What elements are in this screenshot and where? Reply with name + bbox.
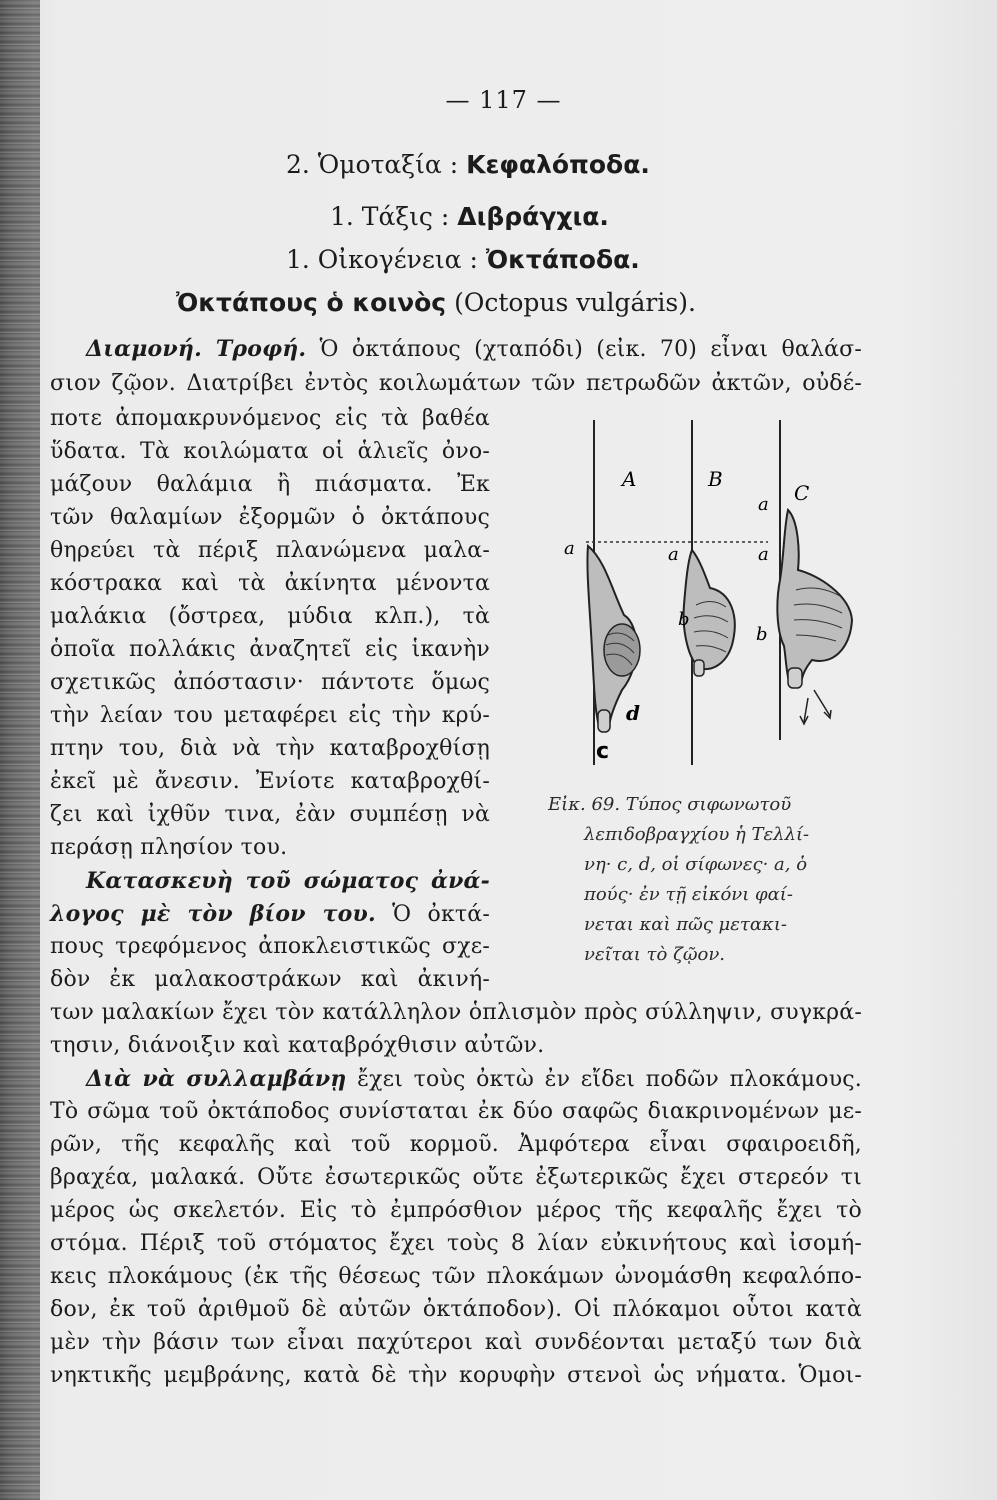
caption-line: λεπιδοβραγχίου ἡ Τελλί- — [584, 824, 810, 845]
text-line: ὁποῖα πολλάκις ἀναζητεῖ εἰς ἱκανὴν — [50, 637, 490, 662]
text-line: βραχέα, μαλακά. Οὔτε ἐσωτερικῶς οὔτε ἐξωτερικῶς ἔχει στερεόν τι — [50, 1165, 862, 1190]
figure-label-a: a — [564, 538, 575, 559]
shell-b-drawing — [684, 550, 735, 676]
text-line: ὕδατα. Τὰ κοιλώματα οἱ ἁλιεῖς ὀνο- — [50, 439, 490, 464]
book-spine-shadow — [0, 0, 40, 1500]
figure-label-a: a — [758, 544, 769, 565]
para2-heading-line-1: Κατασκευὴ τοῦ σώματος ἀνά- — [86, 868, 490, 894]
text-line: δον, ἐκ τοῦ ἀριθμοῦ δὲ αὐτῶν ὀκτάποδον). Οἱ πλόκαμοι οὗτοι κατὰ — [50, 1297, 862, 1322]
text-line: πτην του, διὰ νὰ τὴν καταβροχθίσῃ — [50, 736, 490, 761]
text-line: τησιν, διάνοιξιν καὶ καταβρόχθισιν αὐτῶν. — [50, 1033, 545, 1058]
text-line: ρῶν, τῆς κεφαλῆς καὶ τοῦ κορμοῦ. Ἀμφότερα εἶναι σφαιροειδῆ, — [50, 1132, 862, 1157]
text-line: μάζουν θαλάμια ἢ πιάσματα. Ἐκ — [50, 472, 490, 497]
caption-line: νεται καὶ πῶς μετακι- — [584, 914, 787, 935]
figure-label-b: b — [678, 609, 690, 630]
text-line: μὲν τὴν βάσιν των εἶναι παχύτεροι καὶ συνδέονται μεταξύ των διὰ — [50, 1330, 862, 1355]
heading-order: 1. Τάξις : Διβράγχια. — [330, 202, 609, 231]
caption-line: νεῖται τὸ ζῷον. — [584, 944, 726, 965]
figure-label-a: a — [758, 494, 769, 515]
text-line: Τὸ σῶμα τοῦ ὀκτάποδος συνίσταται ἐκ δύο σαφῶς διακρινομένων με- — [50, 1099, 862, 1124]
shell-c-drawing — [777, 510, 852, 724]
text-line: μαλάκια (ὄστρεα, μύδια κλπ.), τὰ — [50, 604, 490, 629]
figure-label-A: A — [622, 467, 637, 491]
text-line: κόστρακα καὶ τὰ ἀκίνητα μένοντα — [50, 571, 490, 596]
caption-line: πούς· ἐν τῇ εἰκόνι φαί- — [584, 884, 793, 905]
text-line: κεις πλοκάμους (ἐκ τῆς θέσεως τῶν πλοκάμων ὠνομάσθη κεφαλόπο- — [50, 1264, 862, 1289]
para3-line-1: Διὰ νὰ συλλαμβάνῃ ἔχει τοὺς ὀκτὼ ἐν εἴδει ποδῶν πλοκάμους. — [86, 1066, 862, 1092]
text-line: τὴν λείαν του μεταφέρει εἰς τὴν κρύ- — [50, 703, 490, 728]
tellina-figure — [550, 410, 870, 780]
text-line: θηρεύει τὰ πέριξ πλανώμενα μαλα- — [50, 538, 490, 563]
text-line: σχετικῶς ἀπόστασιν· πάντοτε ὅμως — [50, 670, 490, 695]
figure-label-c: c — [596, 739, 610, 764]
para2-heading-line-2: λογος μὲ τὸν βίον του. Ὁ ὀκτά- — [50, 901, 490, 927]
figure-label-a: a — [668, 544, 679, 565]
text-line: ἐκεῖ μὲ ἄνεσιν. Ἐνίοτε καταβροχθί- — [50, 769, 490, 794]
text-line: μέρος ὡς σκελετόν. Εἰς τὸ ἐμπρόσθιον μέρος τῆς κεφαλῆς ἔχει τὸ — [50, 1198, 862, 1223]
figure-caption — [548, 790, 848, 970]
text-line: νηκτικῆς μεμβράνης, κατὰ δὲ τὴν κορυφὴν στενοὶ ὡς νήματα. Ὁμοι- — [50, 1363, 862, 1388]
para1-line-2: σιον ζῷον. Διατρίβει ἐντὸς κοιλωμάτων τῶν πετρωδῶν ἀκτῶν, οὐδέ- — [50, 371, 862, 396]
heading-class: 2. Ὁμοταξία : Κεφαλόποδα. — [286, 150, 650, 179]
heading-species: Ὀκτάπους ὁ κοινὸς (Octopus vulgáris). — [176, 288, 696, 317]
text-line: ποτε ἀπομακρυνόμενος εἰς τὰ βαθέα — [50, 406, 490, 431]
figure-label-C: C — [794, 481, 810, 505]
para1-line-1: Διαμονή. Τροφή. Ὁ ὀκτάπους (χταπόδι) (εἰκ. 70) εἶναι θαλάσ- — [86, 336, 862, 362]
text-line: στόμα. Πέριξ τοῦ στόματος ἔχει τοὺς 8 λίαν εὐκινήτους καὶ ἰσομή- — [50, 1231, 862, 1256]
text-line: περάσῃ πλησίον του. — [50, 835, 288, 860]
text-line: ζει καὶ ἰχθῦν τινα, ἐὰν συμπέσῃ νὰ — [50, 802, 490, 827]
figure-label-b: b — [756, 624, 768, 645]
figure-label-d: d — [626, 701, 640, 725]
caption-line: νη· c, d, οἱ σίφωνες· a, ὁ — [584, 854, 808, 875]
figure-label-B: B — [708, 467, 723, 491]
heading-family: 1. Οἰκογένεια : Ὀκτάποδα. — [286, 245, 640, 274]
caption-line: Εἰκ. 69. Τύπος σιφωνωτοῦ — [548, 794, 792, 815]
page-number: — 117 — — [445, 86, 562, 114]
text-line: των μαλακίων ἔχει τὸν κατάλληλον ὁπλισμὸν πρὸς σύλληψιν, συγκρά- — [50, 1000, 862, 1025]
text-line: τῶν θαλαμίων ἐξορμῶν ὁ ὀκτάπους — [50, 505, 490, 530]
text-line: δὸν ἐκ μαλακοστράκων καὶ ἀκινή- — [50, 967, 490, 992]
text-line: πους τρεφόμενος ἀποκλειστικῶς σχε- — [50, 934, 490, 959]
